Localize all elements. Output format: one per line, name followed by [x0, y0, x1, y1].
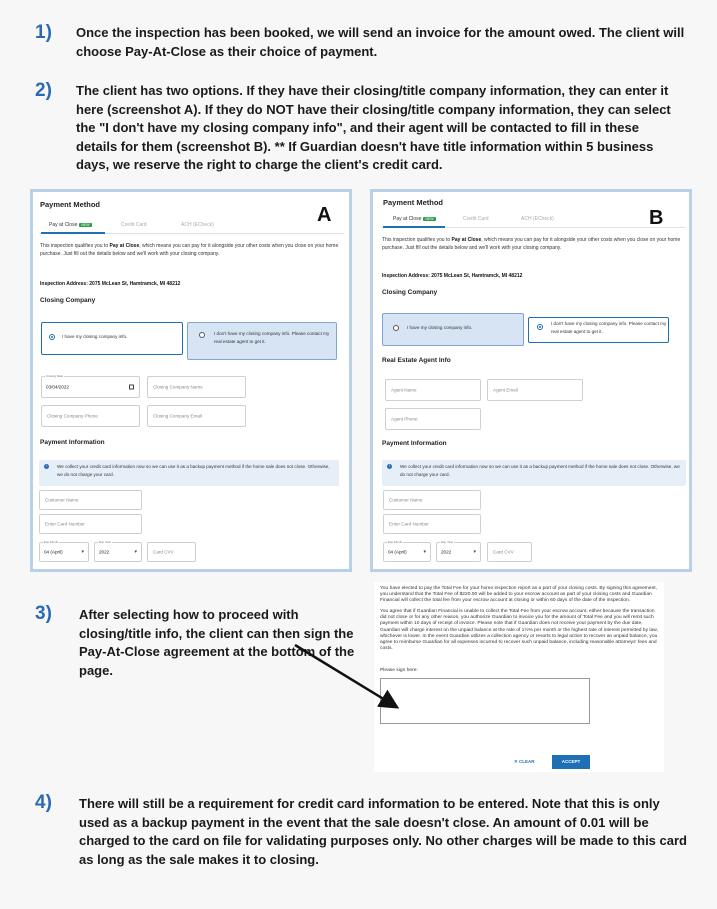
step-2-text: The client has two options. If they have their closing/title company information, they can enter it here (screenshot A). If they do NOT have their closing/title company information, they can select the "I don't have my closing company info", and their agent will be contacted to fill in these details for them (screenshot B). ** If Guardian doesn't have title information within 5 business days, we reserve the right to charge the client's credit card. [76, 83, 671, 172]
radio-dont-have-info[interactable] [537, 324, 543, 330]
closing-company-phone-placeholder: Closing Company Phone [47, 413, 98, 419]
payment-method-title: Payment Method [383, 198, 444, 207]
chevron-down-icon: ▾ [81, 549, 84, 555]
agent-email-placeholder: Agent Email [493, 387, 518, 393]
card-number-placeholder: Enter Card Number [45, 521, 85, 527]
exp-month-label: Exp Month [44, 540, 59, 544]
backup-payment-info-text: We collect your credit card information now so we can use it as a backup payment method if the home sale does not close. Otherwise, we do not charge your card. [57, 464, 330, 477]
payment-information-heading: Payment Information [40, 439, 105, 446]
tab-ach[interactable]: ACH (ECheck) [521, 216, 554, 222]
qualifies-prefix: This inspection qualifies you to [382, 237, 452, 243]
agreement-paragraph-1: You have elected to pay the Total Fee for your home inspection report as a part of your closing costs. By signing this agreement, you understand that the Total Fee of $220.00 will be added to your escrow account as part of your closing costs and Guardian Financial will collect the total fee from your escrow account at closing or within 60 days of the date of the inspection. [380, 586, 658, 604]
agent-email-input[interactable] [487, 379, 583, 401]
exp-year-label: Exp Year [99, 540, 112, 544]
step-4-text: There will still be a requirement for credit card information to be entered. Note that this is only used as a backup payment in the event that the sale doesn't close. An amount of 0.01 will be charged to the card on file for validating purposes only. No other charges will be made to this card as long as the sale makes it to closing. [79, 796, 687, 867]
qualifies-text [382, 236, 687, 252]
option-dont-have-info-label: I don't have my closing company info. Please contact my real estate agent to get it. [551, 321, 667, 334]
card-number-input[interactable] [383, 514, 481, 534]
qualifies-prefix: This inspection qualifies you to [40, 243, 110, 249]
tab-credit-card[interactable]: Credit Card [121, 222, 147, 228]
customer-name-input[interactable] [383, 490, 481, 510]
tab-ach[interactable]: ACH (ECheck) [181, 222, 214, 228]
inspection-address: Inspection Address: 2075 McLean St, Hamtramck, MI 48212 [382, 273, 523, 279]
calendar-icon[interactable] [129, 385, 134, 390]
screenshot-a [30, 189, 352, 572]
screenshot-b [370, 189, 692, 572]
closing-date-value: 03/04/2022 [46, 384, 69, 390]
active-tab-indicator [383, 226, 445, 228]
tab-pay-at-close-label: Pay at Close [393, 216, 422, 222]
qualifies-bold: Pay at Close [109, 243, 140, 249]
exp-year-value: 2022 [441, 549, 452, 555]
radio-dont-have-info[interactable] [199, 332, 205, 338]
option-have-info[interactable] [382, 313, 524, 346]
card-number-placeholder: Enter Card Number [389, 521, 429, 527]
agent-phone-placeholder: Agent Phone [391, 416, 418, 422]
step-1-number: 1) [35, 22, 52, 43]
radio-have-info[interactable] [393, 325, 399, 331]
accept-button[interactable]: ACCEPT [552, 755, 590, 769]
pay-at-close-agreement [374, 582, 664, 772]
tab-credit-card[interactable]: Credit Card [463, 216, 489, 222]
signature-pad[interactable] [380, 678, 590, 724]
qualifies-suffix: , which means you can pay for it alongside your other costs when you close on your home purchase. Just fill out the details below and we'll work with your closing company. [40, 243, 339, 257]
tab-pay-at-close[interactable] [49, 222, 92, 228]
step-2-number: 2) [35, 80, 52, 101]
tab-pay-at-close[interactable] [393, 216, 436, 222]
card-cvv-input[interactable] [487, 542, 532, 562]
closing-company-phone-input[interactable] [41, 405, 140, 427]
clear-button[interactable]: ✕ CLEAR [514, 759, 535, 764]
agreement-paragraph-2: You agree that if Guardian Financial is unable to collect the Total Fee from your escrow account, either because the transaction did not close or for any other reason, you authorize Guardian to invoice you for the amount of Total Fee and you will remit such payment within 10 days of receipt of invoice. Please note that if Guardian does not receive your payment by the due date, Guardian will charge interest on the unpaid balance at the rate of 1½% per month or the highest rate of interest permitted by law, whichever is lower. In the event Guardian utilizes a collection agency or resorts to legal action to recover an unpaid balance, you agree to reimburse Guardian for all expenses incurred to recover such unpaid balance, including reasonable attorneys' fees and costs. [380, 609, 658, 651]
option-have-info-label: I have my closing company info. [62, 334, 128, 339]
inspection-address: Inspection Address: 2075 McLean St, Hamtramck, MI 48212 [40, 281, 181, 287]
closing-date-label: Closing Date [46, 374, 64, 378]
payment-information-heading: Payment Information [382, 440, 447, 447]
closing-company-email-placeholder: Closing Company Email [153, 413, 203, 419]
card-number-input[interactable] [39, 514, 142, 534]
exp-month-value: 04 (April) [388, 549, 407, 555]
arrow-to-signature [290, 640, 410, 720]
exp-year-label: Exp Year [441, 540, 454, 544]
new-badge: NEW [81, 222, 90, 227]
qualifies-bold: Pay at Close [451, 237, 482, 243]
closing-company-heading: Closing Company [382, 289, 438, 296]
info-icon: i [387, 464, 392, 469]
card-cvv-input[interactable] [147, 542, 196, 562]
backup-payment-info [39, 460, 339, 486]
exp-month-value: 04 (April) [44, 549, 63, 555]
closing-company-email-input[interactable] [147, 405, 246, 427]
agent-name-placeholder: Agent Name [391, 387, 417, 393]
chevron-down-icon: ▾ [134, 549, 137, 555]
step-3-text: After selecting how to proceed with closing/title info, the client can then sign the Pay-At-Close agreement at the bottom of the page. [79, 607, 355, 678]
step-4-number: 4) [35, 792, 52, 813]
closing-company-name-placeholder: Closing Company Name [153, 384, 203, 390]
closing-company-name-input[interactable] [147, 376, 246, 398]
option-have-info[interactable] [41, 322, 183, 355]
exp-month-select[interactable] [383, 542, 431, 562]
closing-date-field[interactable] [41, 376, 140, 398]
backup-payment-info [382, 460, 686, 486]
new-badge: NEW [425, 216, 434, 221]
option-have-info-label: I have my closing company info. [407, 325, 473, 330]
step-1-text: Once the inspection has been booked, we will send an invoice for the amount owed. The client will choose Pay-At-Close as their choice of payment. [76, 25, 685, 59]
customer-name-placeholder: Customer Name [45, 497, 79, 503]
active-tab-indicator [41, 232, 105, 234]
exp-year-select[interactable] [94, 542, 142, 562]
agent-phone-input[interactable] [385, 408, 481, 430]
card-cvv-placeholder: Card CVV [153, 549, 174, 555]
backup-payment-info-text: We collect your credit card information now so we can use it as a backup payment method if the home sale does not close. Otherwise, we do not charge your card. [400, 464, 680, 477]
exp-year-value: 2022 [99, 549, 110, 555]
step-3-number: 3) [35, 603, 52, 624]
qualifies-suffix: , which means you can pay for it alongside your other costs when you close on your home purchase. Just fill out the details below and we'll work with your closing company. [382, 237, 681, 251]
customer-name-input[interactable] [39, 490, 142, 510]
screenshot-letter-b: B [649, 207, 664, 229]
customer-name-placeholder: Customer Name [389, 497, 423, 503]
exp-year-select[interactable] [436, 542, 481, 562]
radio-have-info[interactable] [49, 334, 55, 340]
option-dont-have-info-label: I don't have my closing company info. Please contact my real estate agent to get it. [214, 331, 330, 344]
chevron-down-icon: ▾ [473, 549, 476, 555]
payment-method-title: Payment Method [40, 200, 101, 209]
info-icon: i [44, 464, 49, 469]
card-cvv-placeholder: Card CVV [493, 549, 514, 555]
tab-pay-at-close-label: Pay at Close [49, 222, 78, 228]
exp-month-select[interactable] [39, 542, 89, 562]
option-dont-have-info[interactable] [528, 317, 669, 343]
closing-company-heading: Closing Company [40, 297, 96, 304]
sign-here-label: Please sign here: [380, 668, 418, 673]
agent-name-input[interactable] [385, 379, 481, 401]
real-estate-agent-heading: Real Estate Agent Info [382, 357, 451, 364]
exp-month-label: Exp Month [388, 540, 403, 544]
option-dont-have-info[interactable] [187, 322, 337, 360]
chevron-down-icon: ▾ [423, 549, 426, 555]
screenshot-letter-a: A [317, 204, 332, 226]
qualifies-text [40, 242, 345, 258]
